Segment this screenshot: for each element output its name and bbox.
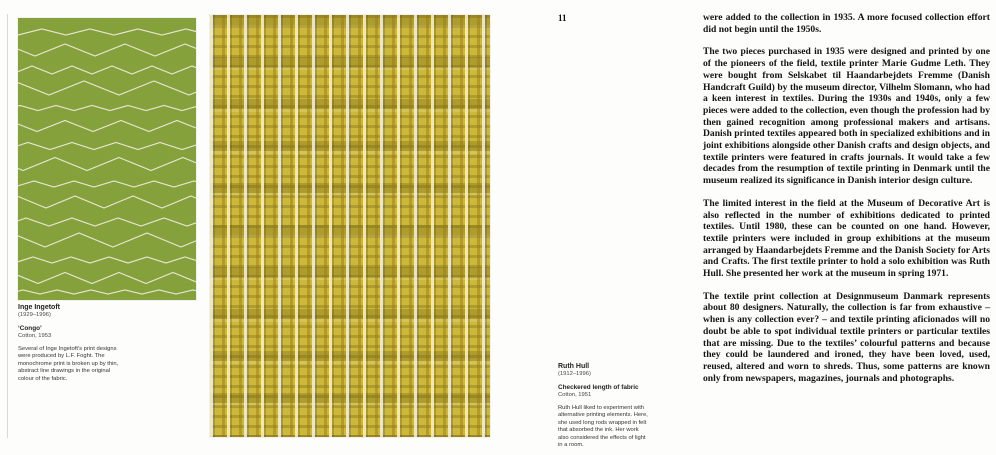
page-edge-line [7,14,8,438]
caption-congo [18,304,126,383]
work-title: ‘Congo’ [18,325,42,332]
body-paragraph: The textile print collection at Designmuseum Danmark represents about 80 designers. Naturally, the collection is far from exhaustive – when is any collection ever? – and textile printing aficionados will no doubt be able to spot individual textile printers or particular textiles that are missing. Due to the textiles’ colourful patterns and because they could be laundered and ironed, they have been loved, used, reused, altered and worn to shreds. Thus, some patterns are known only from newspapers, magazines, journals and photographs. [703,290,990,384]
work-description: Several of Inge Ingetoft’s print designs were produced by L.F. Foght. The monochrome print is broken up by thin, abstract line drawings in the original colour of the fabric. [18,345,119,382]
caption-checkered [558,363,650,450]
work-material: Cotton, 1951 [558,391,592,398]
body-paragraph: were added to the collection in 1935. A more focused collection effort did not begin until the 1950s. [703,12,990,35]
page-number: 11 [558,13,567,23]
body-paragraph: The limited interest in the field at the Museum of Decorative Art is also reflected in the number of exhibitions dedicated to printed textiles. Until 1980, these can be counted on one hand. However, textile printers were included in group exhibitions at the museum arranged by Haandarbejdets Fremme and the Danish Society for Arts and Crafts. The first textile printer to hold a solo exhibition was Ruth Hull. She presented her work at the museum in spring 1971. [703,197,990,280]
designer-name: Ruth Hull [558,363,590,370]
zigzag-pattern [18,18,196,300]
body-text-column [703,12,990,395]
body-paragraph: The two pieces purchased in 1935 were designed and printed by one of the pioneers of the field, textile printer Marie Gudme Leth. They were bought from Selskabet til Haandarbejdets Fremme (Danish Handcraft Guild) by the museum director, Vilhelm Slomann, who had a keen interest in textiles. During the 1930s and 1940s, only a few pieces were added to the collection, even though the profession had by then gained recognition among professional makers and artisans. Danish printed textiles appeared both in specialized exhibitions and in joint exhibitions alongside other Danish crafts and design objects, and textile printers were featured in crafts journals. It would take a few decades from the resumption of textile printing in Denmark until the museum realized its significance in Danish interior design culture. [703,46,990,187]
designer-name: Inge Ingetoft [18,304,60,311]
textile-swatch-checkered [210,15,490,437]
work-description: Ruth Hull liked to experiment with alternative printing elements. Here, she used long rods wrapped in felt that absorbed the ink. Her work also considered the effects of light in a room. [558,404,648,449]
work-title: Checkered length of fabric [558,384,639,391]
designer-dates: (1912–1996) [558,371,591,377]
textile-swatch-congo [18,18,196,300]
designer-dates: (1929–1996) [18,312,51,318]
work-material: Cotton, 1953 [18,332,52,339]
